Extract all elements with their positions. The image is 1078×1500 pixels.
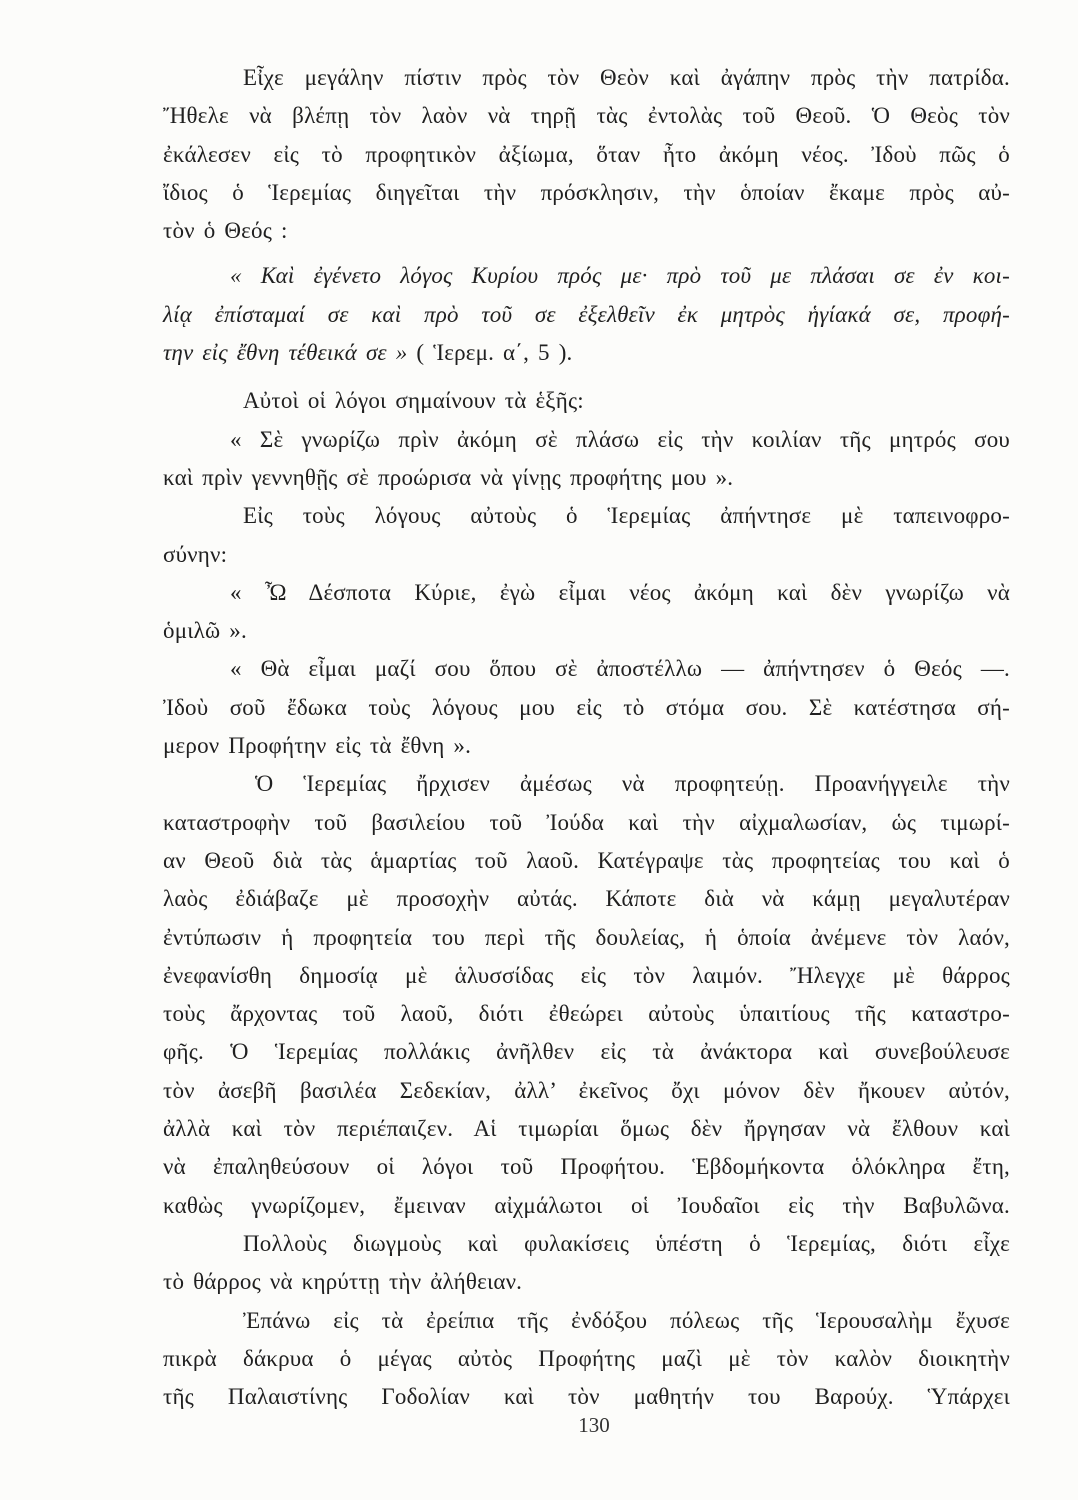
text-line: καταστροφὴν τοῦ βασιλείου τοῦ Ἰούδα καὶ τὴν αἰχμαλωσίαν, ὡς τιμωρί-: [163, 809, 1010, 835]
text-line: φῆς. Ὁ Ἱερεμίας πολλάκις ἀνῆλθεν εἰς τὰ ἀνάκτορα καὶ συνεβούλευσε: [163, 1039, 1010, 1065]
text-line: καθὼς γνωρίζομεν, ἔμειναν αἰχμάλωτοι οἱ Ἰουδαῖοι εἰς τὴν Βαβυλῶνα.: [163, 1192, 1010, 1218]
text-line: τὸ θάρρος νὰ κηρύττῃ τὴν ἀλήθειαν.: [163, 1269, 523, 1295]
text-line: Εἰς τοὺς λόγους αὐτοὺς ὁ Ἱερεμίας ἀπήντησε μὲ ταπεινοφρο-: [243, 503, 1010, 529]
text-line: ἴδιος ὁ Ἱερεμίας διηγεῖται τὴν πρόσκλησιν, τὴν ὁποίαν ἔκαμε πρὸς αὐ-: [163, 179, 1010, 205]
text-line: καὶ πρὶν γεννηθῇς σὲ προώρισα νὰ γίνῃς προφήτης μου ».: [163, 464, 734, 490]
text-line: μερον Προφήτην εἰς τὰ ἔθνη ».: [163, 733, 472, 759]
text-line: αν Θεοῦ διὰ τὰς ἁμαρτίας τοῦ λαοῦ. Κατέγραψε τὰς προφητείας του καὶ ὁ: [163, 847, 1010, 873]
text-line: λίᾳ ἐπίσταμαί σε καὶ πρὸ τοῦ σε ἐξελθεῖν ἐκ μητρὸς ἡγίακά σε, προφή-: [163, 301, 1010, 327]
text-line: Εἶχε μεγάλην πίστιν πρὸς τὸν Θεὸν καὶ ἀγάπην πρὸς τὴν πατρίδα.: [243, 65, 1010, 90]
text-line: « Σὲ γνωρίζω πρὶν ἀκόμη σὲ πλάσω εἰς τὴν κοιλίαν τῆς μητρός σου: [230, 426, 1010, 452]
text-line: Ἐπάνω εἰς τὰ ἐρείπια τῆς ἐνδόξου πόλεως τῆς Ἱερουσαλὴμ ἔχυσε: [243, 1307, 1010, 1333]
text-line: Ὁ Ἱερεμίας ἤρχισεν ἀμέσως νὰ προφητεύῃ. Προανήγγειλε τὴν: [255, 771, 1010, 797]
text-line: ἀλλὰ καὶ τὸν περιέπαιζεν. Αἱ τιμωρίαι ὅμως δὲν ἤργησαν νὰ ἔλθουν καὶ: [163, 1116, 1010, 1142]
text-line: Ἤθελε νὰ βλέπῃ τὸν λαὸν νὰ τηρῇ τὰς ἐντολὰς τοῦ Θεοῦ. Ὁ Θεὸς τὸν: [163, 103, 1010, 129]
text-line: ἐντύπωσιν ἡ προφητεία του περὶ τῆς δουλείας, ἡ ὁποία ἀνέμενε τὸν λαόν,: [163, 924, 1010, 950]
text-line: « Ὦ Δέσποτα Κύριε, ἐγὼ εἶμαι νέος ἀκόμη καὶ δὲν γνωρίζω νὰ: [230, 579, 1010, 605]
text-line: σύνην:: [163, 541, 228, 567]
paragraph: [163, 1302, 1010, 1417]
paragraph: [163, 1225, 1010, 1302]
text-line: τὸν ὁ Θεός :: [163, 218, 288, 244]
text-line: νὰ ἐπαληθεύσουν οἱ λόγοι τοῦ Προφήτου. Ἑβδομήκοντα ὁλόκληρα ἔτη,: [163, 1154, 1010, 1180]
paragraph: [163, 765, 1010, 1225]
text-line: τοὺς ἄρχοντας τοῦ λαοῦ, διότι ἐθεώρει αὐτοὺς ὑπαιτίους τῆς καταστρο-: [163, 1001, 1010, 1027]
paragraph: [163, 59, 1010, 250]
document-page-body: [163, 59, 1010, 1416]
page-number: 130: [578, 1413, 610, 1437]
text-line: « Καὶ ἐγένετο λόγος Κυρίου πρός με· πρὸ τοῦ με πλάσαι σε ἐν κοι-: [230, 263, 1010, 289]
text-line: λαὸς ἐδιάβαζε μὲ προσοχὴν αὐτάς. Κάποτε διὰ νὰ κάμῃ μεγαλυτέραν: [163, 886, 1010, 912]
paragraph: [163, 650, 1010, 765]
paragraph: [163, 497, 1010, 574]
text-line: ἐνεφανίσθη δημοσίᾳ μὲ ἁλυσσίδας εἰς τὸν λαιμόν. Ἤλεγχε μὲ θάρρος: [163, 962, 1010, 988]
text-line: ὁμιλῶ ».: [163, 618, 247, 644]
text-line: ἐκάλεσεν εἰς τὸ προφητικὸν ἀξίωμα, ὅταν ἦτο ἀκόμη νέος. Ἰδοὺ πῶς ὁ: [163, 141, 1010, 167]
text-line: Πολλοὺς διωγμοὺς καὶ φυλακίσεις ὑπέστη ὁ Ἱερεμίας, διότι εἶχε: [243, 1230, 1010, 1256]
paragraph: [163, 421, 1010, 498]
text-line: πικρὰ δάκρυα ὁ μέγας αὐτὸς Προφήτης μαζὶ μὲ τὸν καλὸν διοικητὴν: [163, 1345, 1010, 1371]
paragraph: [163, 574, 1010, 651]
text-line: Ἰδοὺ σοῦ ἔδωκα τοὺς λόγους μου εἰς τὸ στόμα σου. Σὲ κατέστησα σή-: [163, 694, 1010, 720]
scripture-quote: [163, 257, 1010, 372]
citation: ( Ἱερεμ. α΄, 5 ).: [416, 340, 573, 366]
text-line: τῆς Παλαιστίνης Γοδολίαν καὶ τὸν μαθητήν του Βαρούχ. Ὑπάρχει: [163, 1384, 1010, 1410]
text-line: Αὐτοὶ οἱ λόγοι σημαίνουν τὰ ἑξῆς:: [243, 388, 584, 414]
text-line: τὸν ἀσεβῆ βασιλέα Σεδεκίαν, ἀλλ’ ἐκεῖνος ὄχι μόνον δὲν ἤκουεν αὐτόν,: [163, 1077, 1010, 1103]
paragraph: [163, 382, 1010, 420]
text-line: « Θὰ εἶμαι μαζί σου ὅπου σὲ ἀποστέλλω — ἀπήντησεν ὁ Θεός —.: [230, 656, 1010, 682]
text-line: [163, 334, 1010, 372]
quote-text: την εἰς ἔθνη τέθεικά σε »: [163, 340, 408, 366]
